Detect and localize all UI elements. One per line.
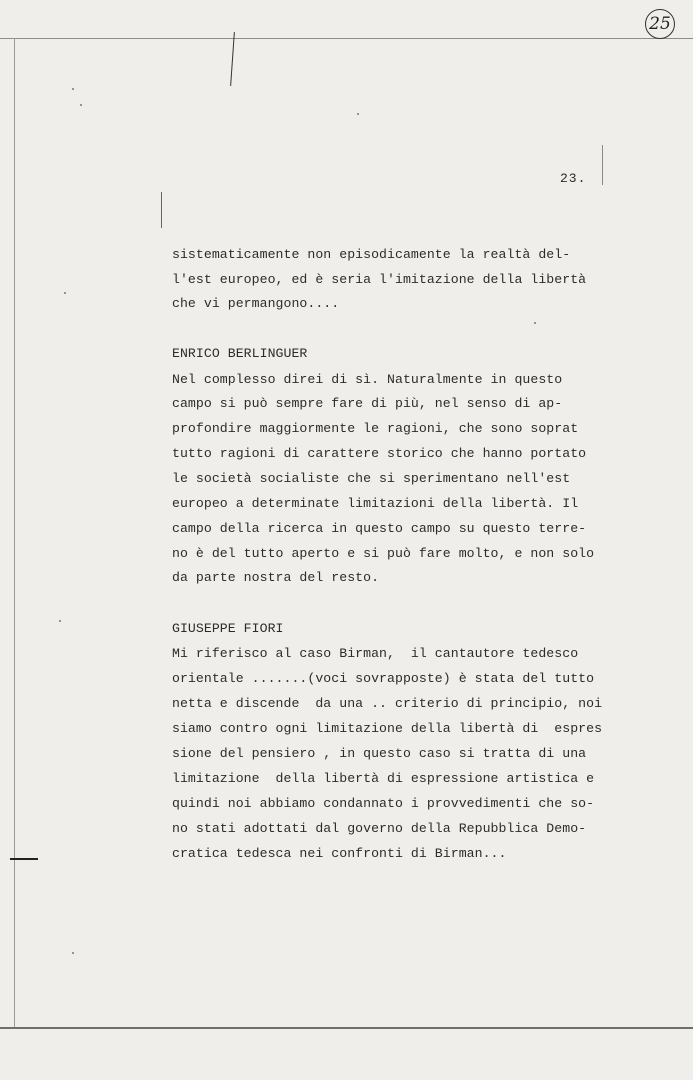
text-line: tutto ragioni di carattere storico che hanno portato — [172, 446, 587, 461]
pencil-stroke — [602, 145, 603, 185]
text-line: quindi noi abbiamo condannato i provvedimenti che so- — [172, 796, 595, 811]
text-line: profondire maggiormente le ragioni, che sono soprat — [172, 421, 579, 436]
text-line: orientale .......(voci sovrapposte) è stata del tutto — [172, 671, 595, 686]
text-line: l'est europeo, ed è seria l'imitazione della libertà — [172, 272, 587, 287]
page-left-edge — [14, 38, 15, 1028]
text-line: Nel complesso direi di sì. Naturalmente in questo — [172, 372, 563, 387]
text-line: sione del pensiero , in questo caso si tratta di una — [172, 746, 587, 761]
page-number: 23. — [560, 171, 587, 186]
text-line: da parte nostra del resto. — [172, 570, 380, 585]
paper-speck — [357, 113, 359, 115]
speaker-heading: GIUSEPPE FIORI — [172, 621, 284, 636]
paper-speck — [72, 88, 74, 90]
binder-mark — [10, 858, 38, 860]
text-line: le società socialiste che si sperimentano nell'est — [172, 471, 571, 486]
text-line: cratica tedesca nei confronti di Birman... — [172, 846, 507, 861]
paper-speck — [72, 952, 74, 954]
paper-speck — [64, 292, 66, 294]
text-line: sistematicamente non episodicamente la realtà del- — [172, 247, 571, 262]
text-line: siamo contro ogni limitazione della libertà di espres — [172, 721, 603, 736]
page-bottom-edge — [0, 1027, 693, 1029]
text-line: Mi riferisco al caso Birman, il cantautore tedesco — [172, 646, 579, 661]
text-line: no stati adottati dal governo della Repubblica Demo- — [172, 821, 587, 836]
pencil-stroke — [230, 32, 235, 86]
speaker-heading: ENRICO BERLINGUER — [172, 346, 308, 361]
paper-speck — [534, 322, 536, 324]
text-line: no è del tutto aperto e si può fare molto, e non solo — [172, 546, 595, 561]
text-line: campo si può sempre fare di più, nel senso di ap- — [172, 396, 563, 411]
page-number-stamp — [645, 9, 675, 39]
stamp-number: 25 — [649, 14, 671, 34]
text-line: che vi permangono.... — [172, 296, 340, 311]
page-top-edge — [0, 38, 693, 39]
paper-speck — [59, 620, 61, 622]
paper-speck — [80, 104, 82, 106]
text-line: netta e discende da una .. criterio di principio, noi — [172, 696, 603, 711]
text-line: limitazione della libertà di espressione artistica e — [172, 771, 595, 786]
text-line: europeo a determinate limitazioni della libertà. Il — [172, 496, 579, 511]
pencil-stroke — [161, 192, 162, 228]
text-line: campo della ricerca in questo campo su questo terre- — [172, 521, 587, 536]
